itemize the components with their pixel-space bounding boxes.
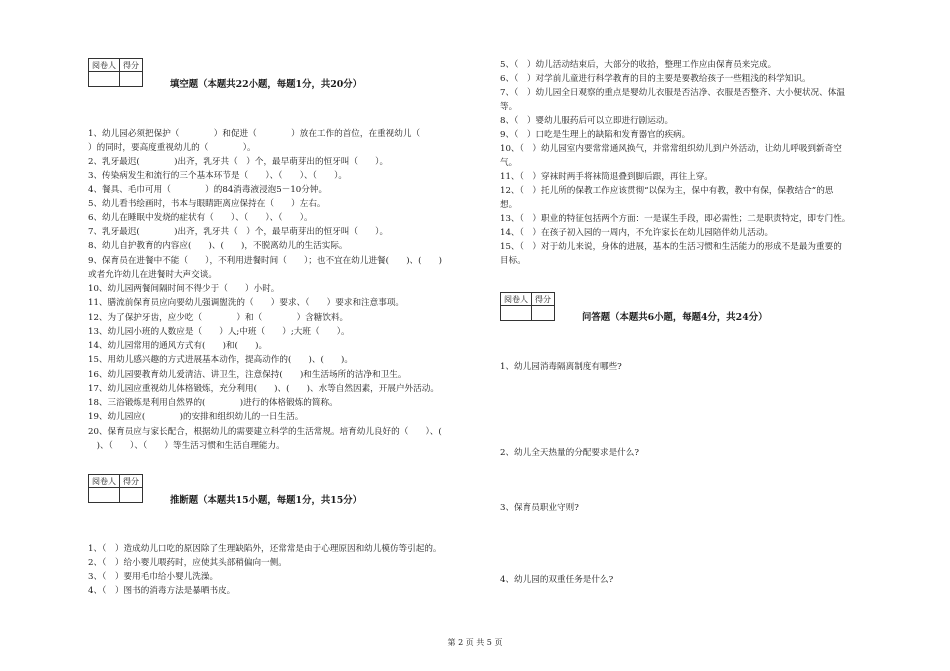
qa-question: 1、幼儿园消毒隔离制度有哪些? [500,362,622,372]
score-label: 得分 [120,59,143,72]
judge-line: 想。 [500,200,518,210]
fill-line: 12、为了保护牙齿，应少吃（ ）和（ ）含糖饮料。 [88,313,349,323]
judge-line: 15、（ ）对于幼儿来说，身体的进展，基本的生活习惯和生活能力的形成不是最为重要的 [500,242,842,252]
judge-line: 气。 [500,158,518,168]
score-cell [532,306,555,321]
grader-label: 阅卷人 [501,293,532,306]
judge-line: 2、（ ）给小婴儿喂药时，应使其头部稍偏向一侧。 [88,558,287,568]
fill-line: 11、膳流前保育员应向要幼儿强调盥洗的（ ）要求、（ ）要求和注意事项。 [88,298,405,308]
judge-line: 14、（ ）在孩子初入园的一周内，不允许家长在幼儿园陪伴幼儿活动。 [500,228,774,238]
grader-cell [89,488,120,503]
judge-line: 12、（ ）托儿所的保教工作应该贯彻“以保为主，保中有教，教中有保，保教结合”的思 [500,186,834,196]
score-box-fill [88,58,143,87]
fill-line: )、（ ）、（ ）等生活习惯和生活自理能力。 [88,441,285,451]
grader-cell [501,306,532,321]
grader-label: 阅卷人 [89,475,120,488]
score-cell [120,72,143,87]
judge-line: 4、（ ）图书的消毒方法是暴晒书皮。 [88,586,236,596]
page-footer: 第 2 页 共 5 页 [447,638,503,647]
fill-line: 15、用幼儿感兴趣的方式进展基本动作，提高动作的( )、( )。 [88,355,353,365]
judge-line: 10、（ ）幼儿园室内要常常通风换气，并常常组织幼儿到户外活动，让幼儿呼吸到新奇空 [500,144,842,154]
judge-line: 8、（ ）婴幼儿服药后可以立即进行剧运动。 [500,116,674,126]
fill-section-title: 填空题（本题共22小题，每题1分，共20分） [170,79,362,90]
judge-line: 7、（ ）幼儿园全日观察的重点是婴幼儿衣服是否洁净、衣服是否整齐、大小便状况、体温 [500,88,845,98]
fill-line: 或者允许幼儿在进餐时大声交谈。 [88,270,217,280]
fill-line: 19、幼儿园应( )的安排和组织幼儿的一日生活。 [88,412,304,422]
qa-question: 2、幼儿全天热量的分配要求是什么? [500,448,639,458]
qa-question: 3、保育员职业守则? [500,503,579,513]
judge-line: 1、（ ）造成幼儿口吃的原因除了生理缺陷外，还常常是由于心理原因和幼儿模仿等引起的。 [88,544,442,554]
judge-line: 等。 [500,102,518,112]
judge-section-title: 推断题（本题共15小题，每题1分，共15分） [170,495,362,506]
grader-cell [89,72,120,87]
fill-line: 5、幼儿看书绘画时，书本与眼睛距离应保持在（ ）左右。 [88,199,326,209]
fill-line: ）的同时，要高度重视幼儿的（ ）。 [88,143,256,153]
fill-line: 10、幼儿园两餐间隔时间不得少于（ ）小时。 [88,284,280,294]
score-cell [120,488,143,503]
judge-line: 9、（ ）口吃是生理上的缺陷和发育器官的疾病。 [500,130,691,140]
fill-line: 8、幼儿自护教育的内容应( )、( )，不脱离幼儿的生活实际。 [88,241,348,251]
judge-line: 目标。 [500,256,526,266]
fill-line: 3、传染病发生和流行的三个基本环节是（ ）、（ ）、（ ）。 [88,171,347,181]
judge-line: 5、（ ）幼儿活动结束后，大部分的收拾，整理工作应由保育员来完成。 [500,60,777,70]
fill-line: 13、幼儿园小班的人数应是（ ）人;中班（ ）;大班（ ）。 [88,327,350,337]
qa-section-title: 问答题（本题共6小题，每题4分，共24分） [582,312,768,323]
fill-line: 14、幼儿园常用的通风方式有( )和( )。 [88,341,268,351]
judge-line: 13、（ ）职业的特征包括两个方面：一是谋生手段，即必需性；二是职责特定，即专门性。 [500,214,851,224]
fill-line: 9、保育员在进餐中不能（ ），不利用进餐时间（ ）；也不宜在幼儿进餐( )、( ) [88,256,443,266]
fill-line: 2、乳牙最迟( )出齐，乳牙共（ ）个，最早萌芽出的恒牙叫（ ）。 [88,157,389,167]
score-label: 得分 [120,475,143,488]
fill-line: 17、幼儿园应重视幼儿体格锻炼，充分利用( )、( )、水等自然因素，开展户外活动。 [88,384,439,394]
fill-line: 6、幼儿在睡眠中发烧的症状有（ ）、（ ）、（ ）。 [88,213,313,223]
fill-line: 1、幼儿园必须把保护（ ）和促进（ ）放在工作的首位，在重视幼儿（ [88,129,421,139]
judge-line: 3、（ ）要用毛巾给小婴儿洗澡。 [88,572,219,582]
fill-line: 7、乳牙最迟( )出齐，乳牙共（ ）个，最早萌芽出的恒牙叫（ ）。 [88,227,389,237]
score-box-qa [500,292,555,321]
qa-question: 4、幼儿园的双重任务是什么? [500,575,614,585]
judge-line: 11、（ ）穿袜时两手将袜筒退叠到脚后跟，再往上穿。 [500,172,713,182]
fill-line: 20、保育员应与家长配合，根据幼儿的需要建立科学的生活常规。培育幼儿良好的（ ）、( [88,427,442,437]
grader-label: 阅卷人 [89,59,120,72]
score-box-judge [88,474,143,503]
fill-line: 16、幼儿园要教育幼儿爱清洁、讲卫生，注意保持( )和生活场所的洁净和卫生。 [88,370,407,380]
score-label: 得分 [532,293,555,306]
fill-line: 4、餐具、毛巾可用（ ）的84消毒液浸泡5－10分钟。 [88,185,328,195]
fill-line: 18、三浴锻炼是利用自然界的( )进行的体格锻炼的简称。 [88,398,338,408]
judge-line: 6、（ ）对学前儿童进行科学教育的目的主要是要教给孩子一些粗浅的科学知识。 [500,74,811,84]
